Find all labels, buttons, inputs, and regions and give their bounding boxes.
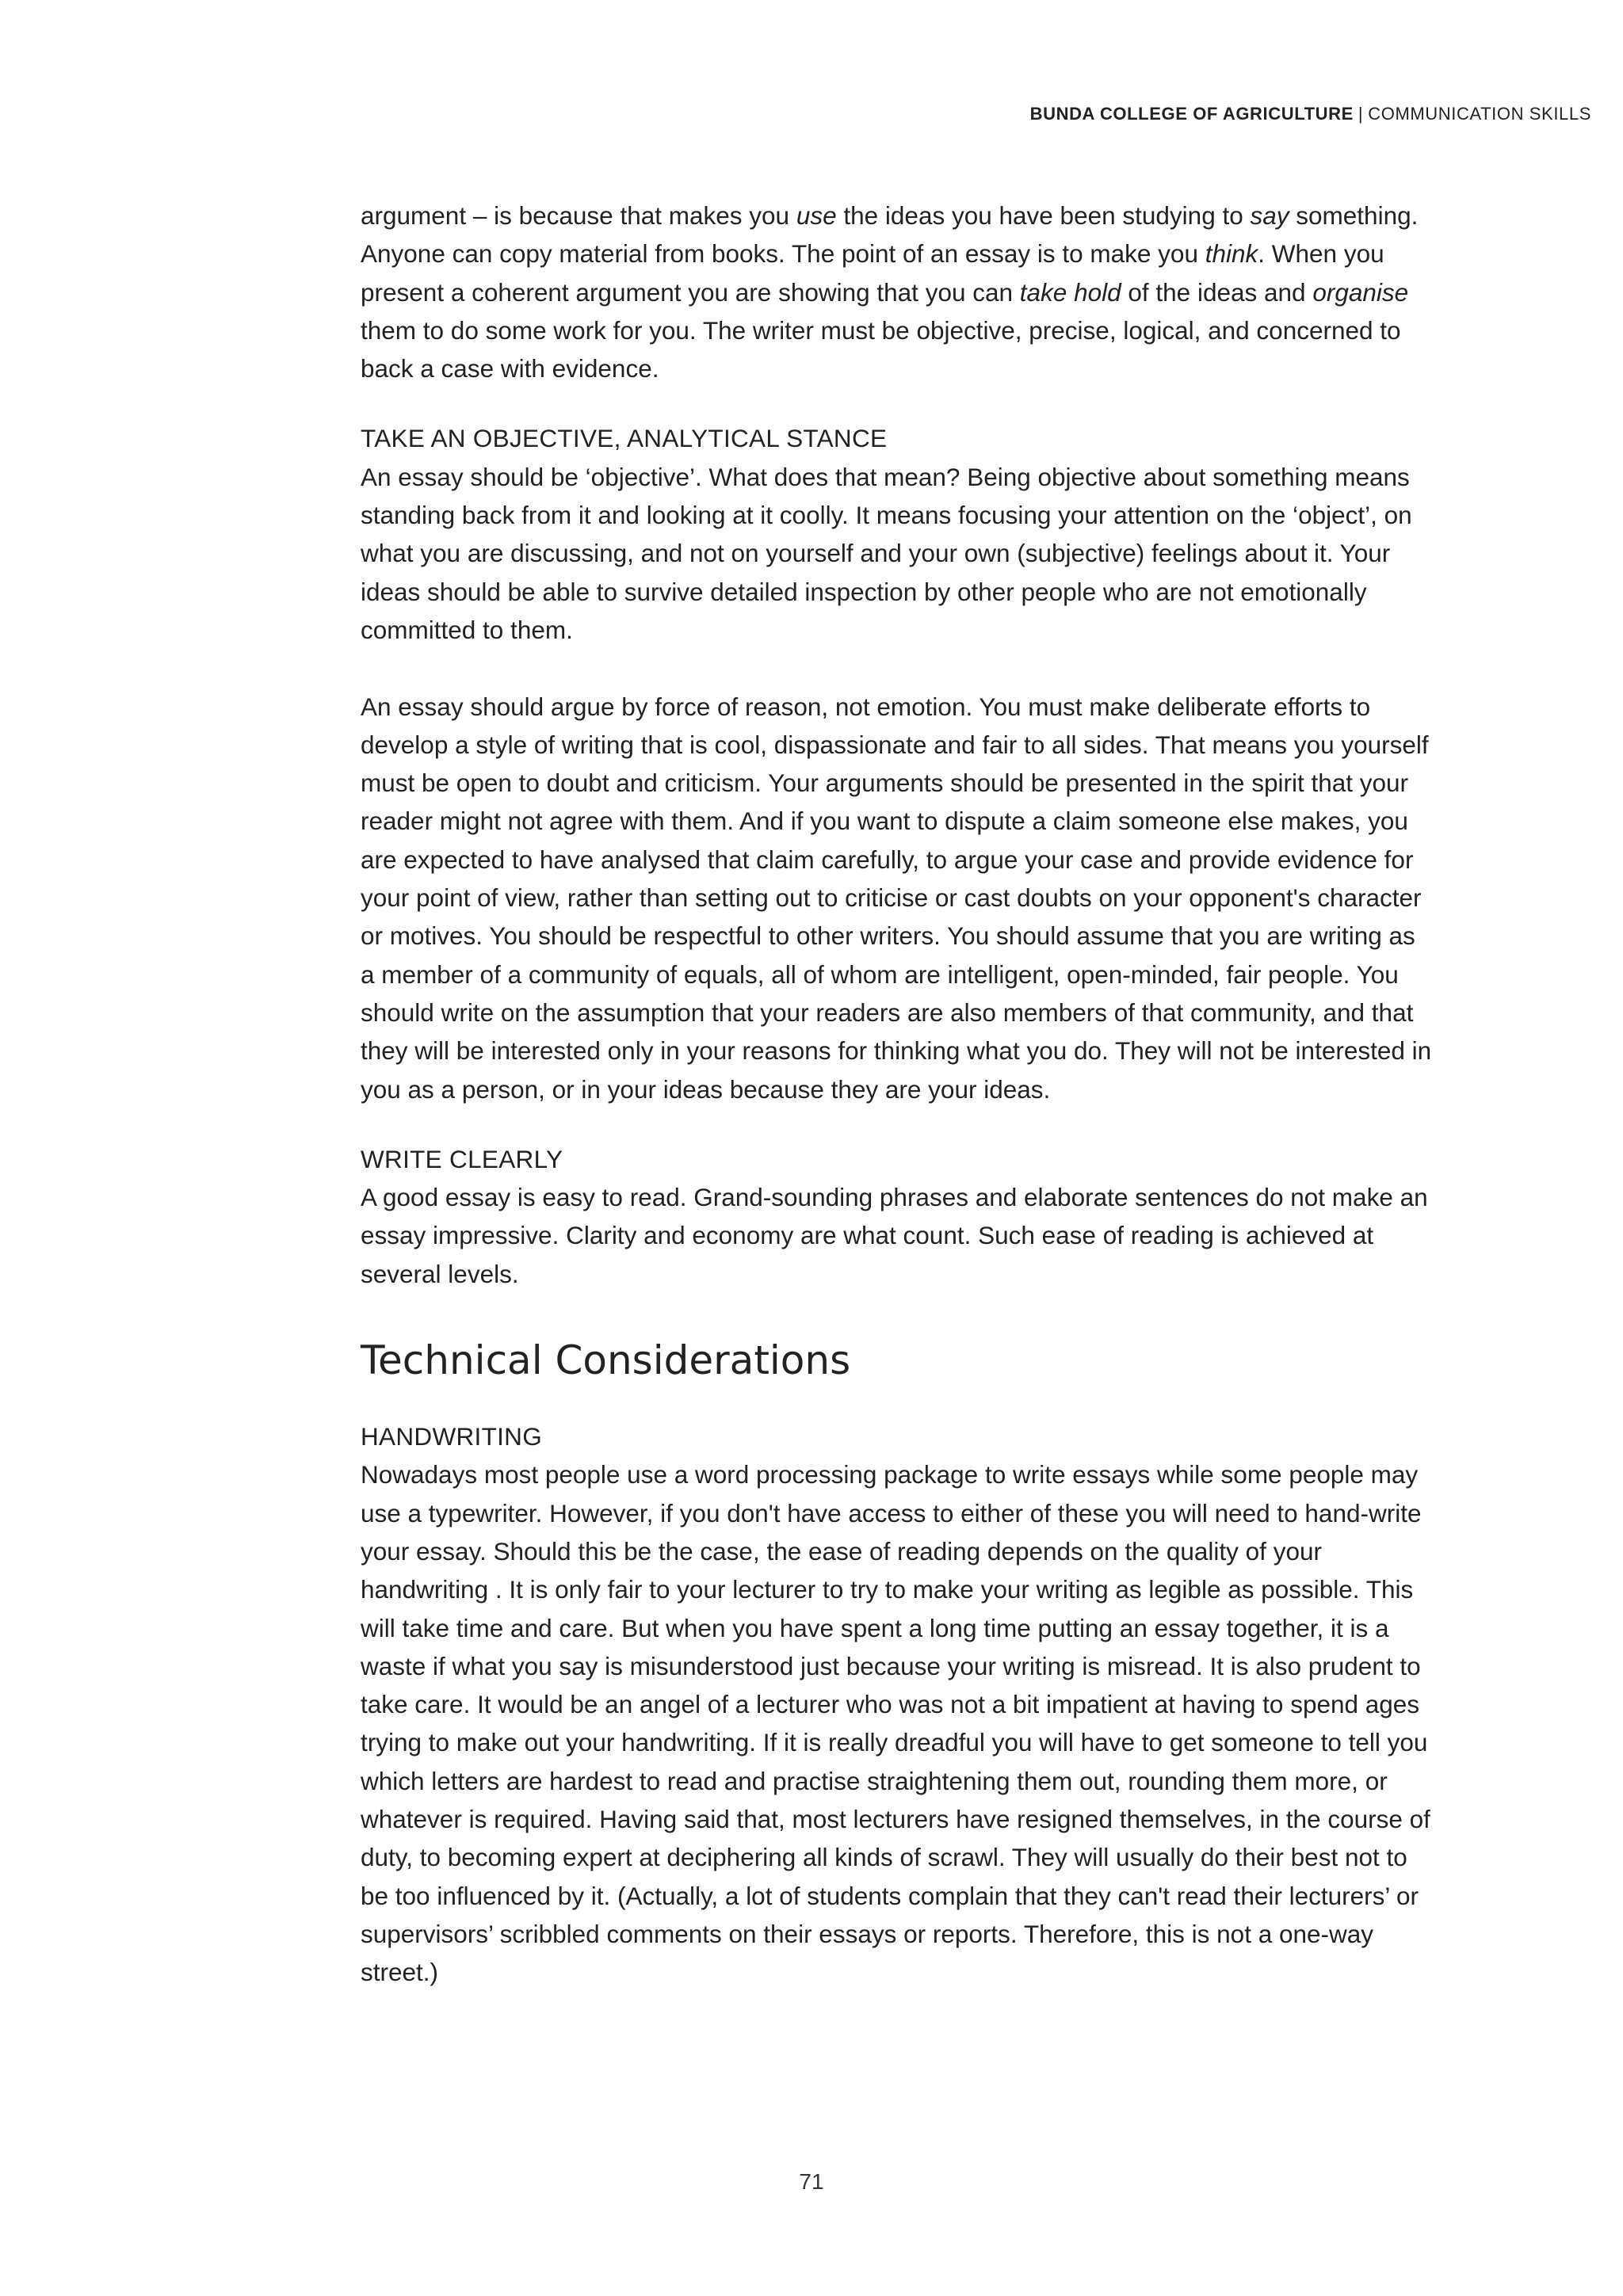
section-objective [361,419,1434,1108]
section-handwriting [361,1417,1434,1991]
objective-paragraph-2: An essay should argue by force of reason, not emotion. You must make deliberate efforts to develop a style of writing that is cool, dispassionate and fair to all sides. That means you yourself must be open to doubt and criticism. Your arguments should be presented in the spirit that your reader might not agree with them. And if you want to dispute a claim someone else makes, you are expected to have analysed that claim carefully, to argue your case and provide evidence for your point of view, rather than setting out to criticise or cast doubts on your opponent's character or motives. You should be respectful to other writers. You should assume that you are writing as a member of a community of equals, all of whom are intelligent, open-minded, fair people. You should write on the assumption that your readers are also members of that community, and that they will be interested only in your reasons for thinking what you do. They will not be interested in you as a person, or in your ideas because they are your ideas. [361,692,1432,1104]
page-body [361,196,1434,1991]
intro-emph-organise: organise [1312,277,1409,307]
header-course: COMMUNICATION SKILLS [1368,104,1591,124]
intro-text-a: argument – is because that makes you [361,201,796,230]
intro-emph-use: use [796,201,837,230]
section-write-clearly [361,1140,1434,1293]
intro-text-e: of the ideas and [1121,277,1313,307]
running-header [792,104,1591,124]
header-separator: | [1358,104,1364,124]
intro-text-b: the ideas you have been studying to [836,201,1251,230]
intro-emph-take-hold: take hold [1019,277,1121,307]
objective-paragraph-1: An essay should be ‘objective’. What does that mean? Being objective about something means standing back from it and looking at it coolly. It means focusing your attention on the ‘object’, on what you are discussing, and not on yourself and your own (subjective) feelings about it. Your ideas should be able to survive detailed inspection by other people who are not emotionally committed to them. [361,462,1412,644]
write-clearly-paragraph: A good essay is easy to read. Grand-sounding phrases and elaborate sentences do not make an essay impressive. Clarity and economy are what count. Such ease of reading is achieved at several levels. [361,1183,1428,1288]
header-institution: BUNDA COLLEGE OF AGRICULTURE [1029,104,1354,124]
intro-text-d: . When you present a coherent argument you are showing that you can [361,239,1384,307]
intro-emph-think: think [1205,239,1258,269]
intro-paragraph [361,196,1434,387]
handwriting-paragraph: Nowadays most people use a word processing package to write essays while some people may use a typewriter. However, if you don't have access to either of these you will need to hand-write your essay. Should this be the case, the ease of reading depends on the quality of your handwriting . It is only fair to your lecturer to try to make your writing as legible as possible. This will take time and care. But when you have spent a long time putting an essay together, it is a waste if what you say is misunderstood just because your writing is misread. It is also prudent to take care. It would be an angel of a lecturer who was not a bit impatient at having to spend ages trying to make out your handwriting. If it is really dreadful you will have to get someone to tell you which letters are hardest to read and practise straightening them out, rounding them more, or whatever is required. Having said that, most lecturers have resigned themselves, in the course of duty, to becoming expert at deciphering all kinds of scrawl. They will usually do their best not to be too influenced by it. (Actually, a lot of students complain that they can't read their lecturers’ or supervisors’ scribbled comments on their essays or reports. Therefore, this is not a one-way street.) [361,1460,1430,1987]
heading-technical-considerations: Technical Considerations [361,1337,851,1384]
intro-text-f: them to do some work for you. The writer must be objective, precise, logical, and concerned to back a case with evidence. [361,315,1401,383]
page-number: 71 [799,2169,824,2194]
heading-write-clearly: WRITE CLEARLY [361,1144,563,1173]
intro-text-c: something. Anyone can copy material from books. The point of an essay is to make you [361,201,1419,269]
intro-emph-say: say [1250,201,1289,230]
heading-handwriting: HANDWRITING [361,1422,543,1451]
heading-objective-stance: TAKE AN OBJECTIVE, ANALYTICAL STANCE [361,424,888,453]
